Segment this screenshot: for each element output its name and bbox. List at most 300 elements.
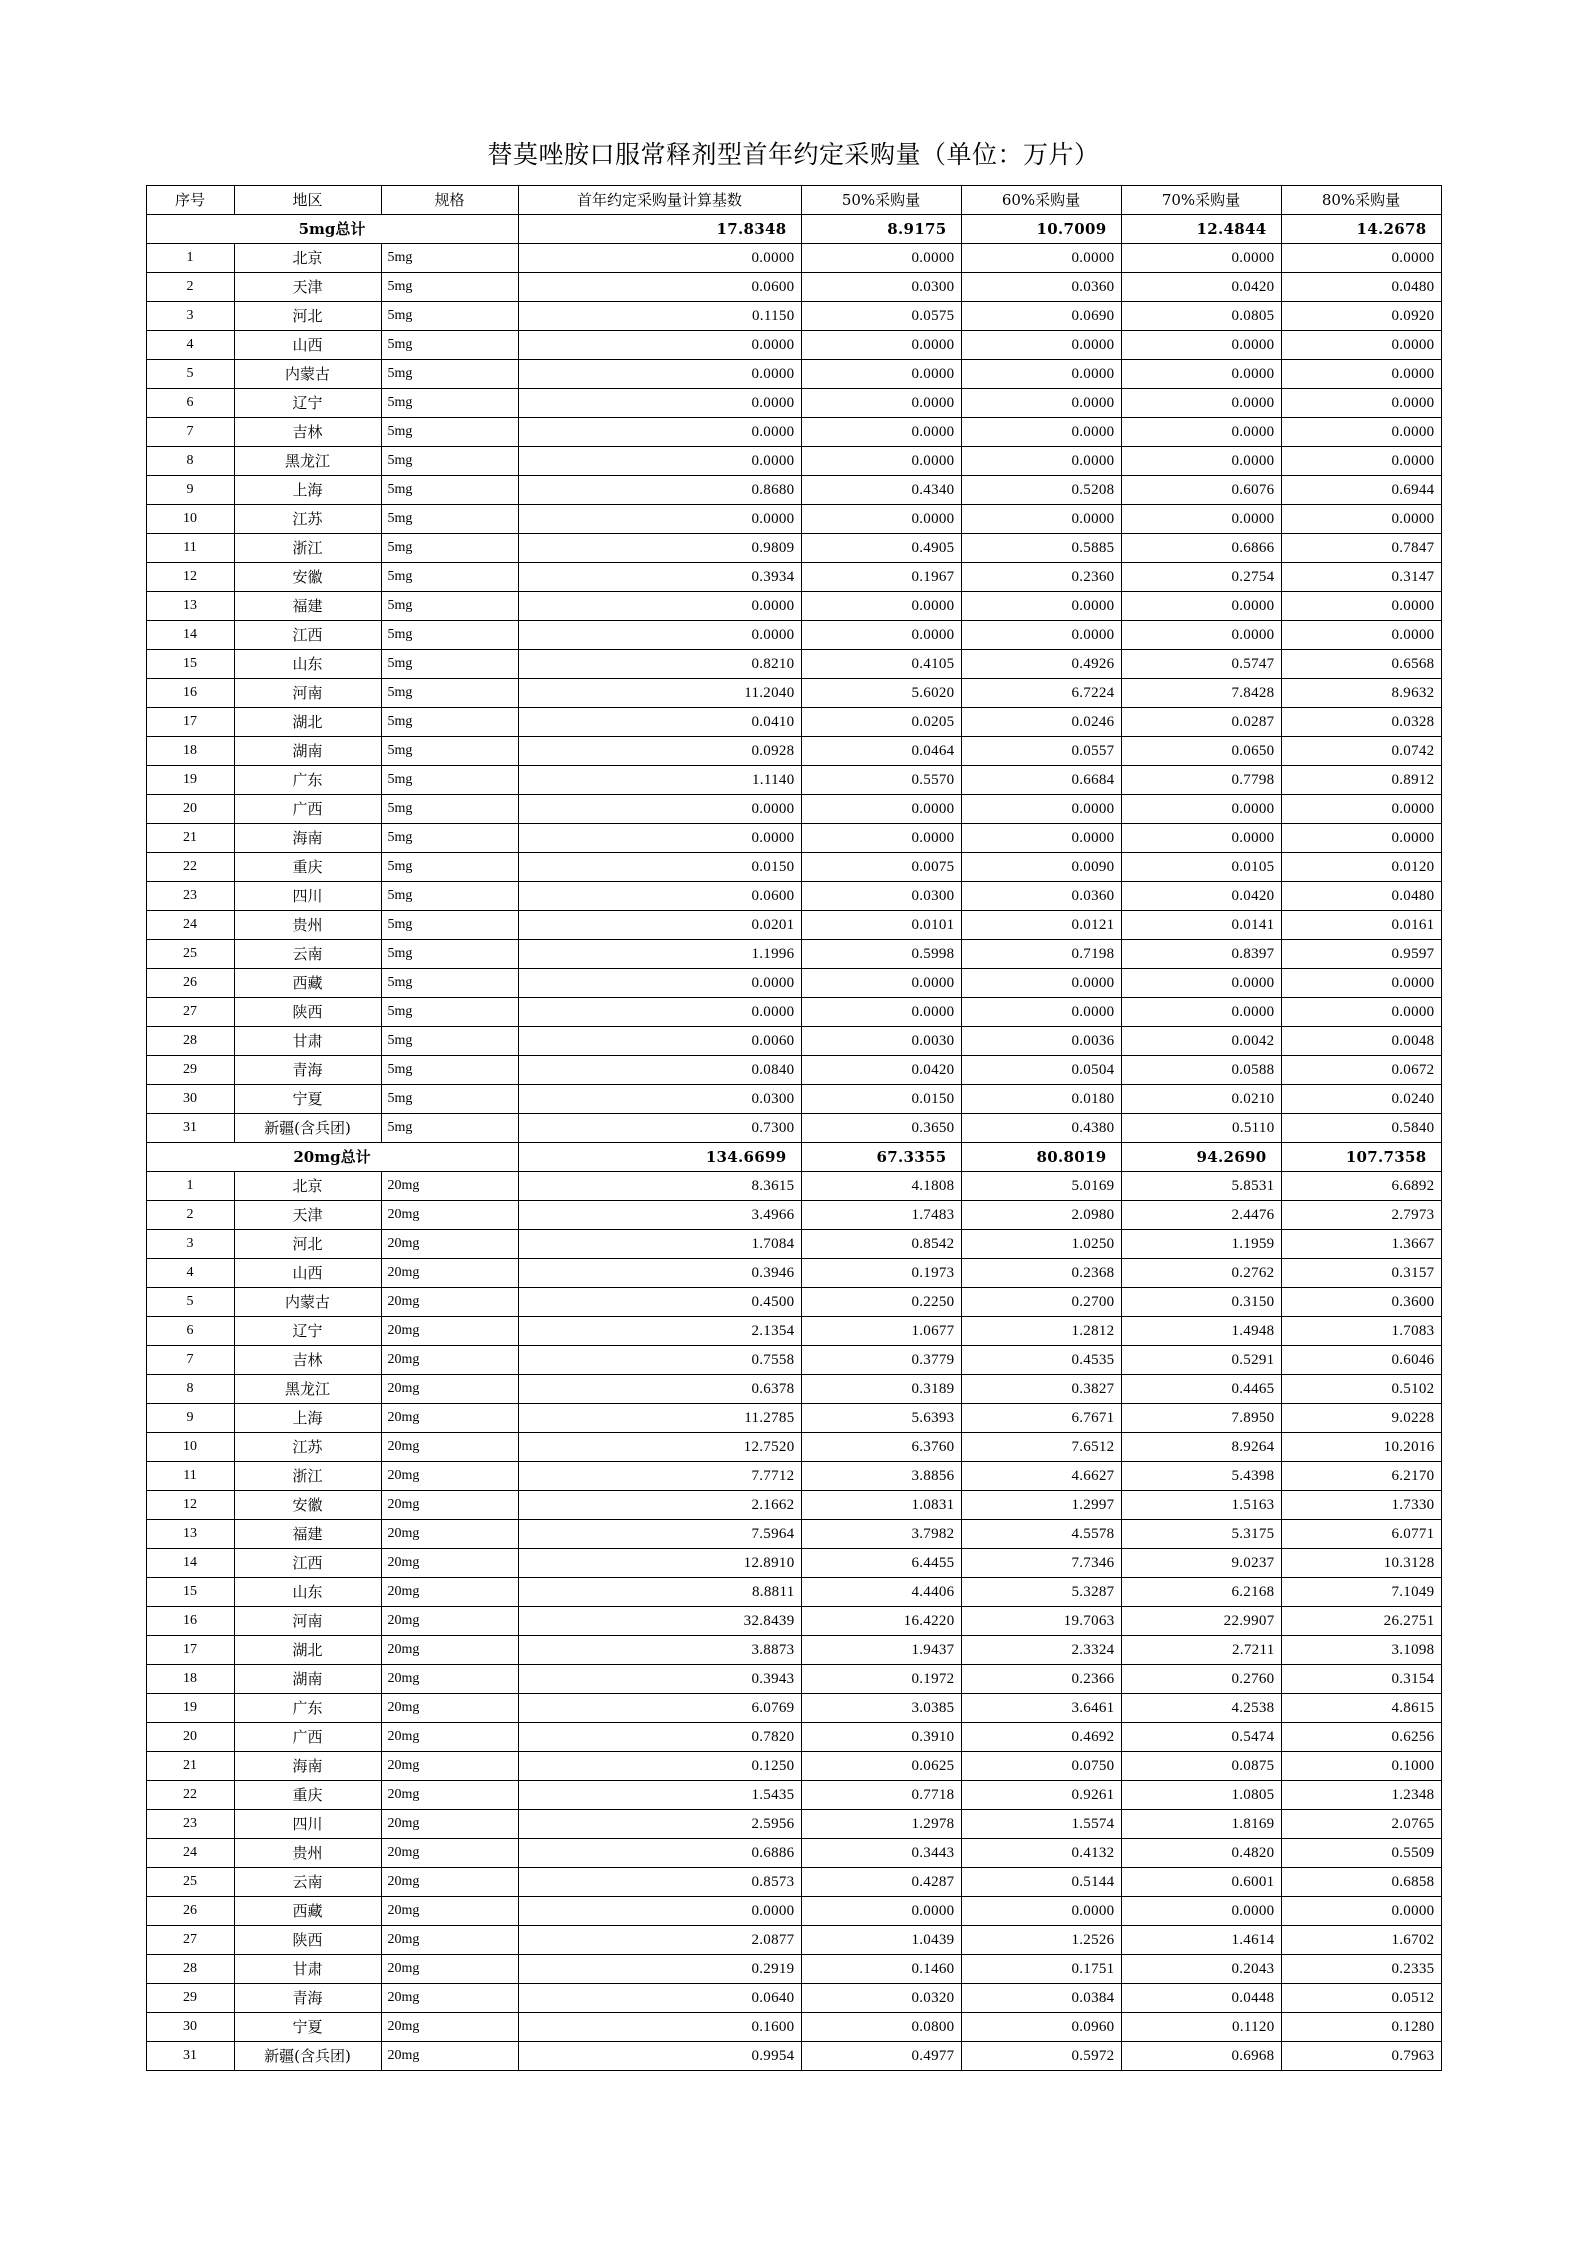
row-region: 山西 [234,1259,381,1288]
row-spec: 20mg [381,1433,518,1462]
row-p70: 1.4948 [1121,1317,1281,1346]
row-index: 7 [146,418,234,447]
subtotal-value: 134.6699 [518,1143,801,1172]
row-spec: 20mg [381,1636,518,1665]
row-index: 5 [146,360,234,389]
row-p80: 0.5102 [1281,1375,1441,1404]
row-index: 20 [146,795,234,824]
row-p60: 5.0169 [961,1172,1121,1201]
row-p50: 0.5998 [801,940,961,969]
table-header [146,186,1441,215]
table-row [146,418,1441,447]
row-base: 0.7820 [518,1723,801,1752]
row-p80: 0.6944 [1281,476,1441,505]
row-p70: 0.0000 [1121,1897,1281,1926]
row-index: 19 [146,1694,234,1723]
row-p50: 0.4287 [801,1868,961,1897]
row-base: 11.2785 [518,1404,801,1433]
row-p50: 0.0000 [801,998,961,1027]
row-spec: 20mg [381,1201,518,1230]
row-p80: 0.0000 [1281,505,1441,534]
row-p60: 0.0750 [961,1752,1121,1781]
row-p70: 0.0000 [1121,331,1281,360]
row-base: 0.0600 [518,882,801,911]
row-p60: 0.0960 [961,2013,1121,2042]
row-p80: 10.2016 [1281,1433,1441,1462]
table-row [146,1578,1441,1607]
table-row [146,563,1441,592]
table-row [146,1317,1441,1346]
row-index: 29 [146,1984,234,2013]
row-p60: 0.2700 [961,1288,1121,1317]
row-spec: 5mg [381,592,518,621]
header-row [146,186,1441,215]
table-row [146,505,1441,534]
row-base: 1.5435 [518,1781,801,1810]
row-spec: 20mg [381,1346,518,1375]
row-p50: 0.3189 [801,1375,961,1404]
row-spec: 5mg [381,1114,518,1143]
row-spec: 5mg [381,621,518,650]
row-base: 32.8439 [518,1607,801,1636]
row-index: 4 [146,1259,234,1288]
row-base: 0.0640 [518,1984,801,2013]
row-spec: 20mg [381,2013,518,2042]
row-p50: 0.8542 [801,1230,961,1259]
row-index: 21 [146,1752,234,1781]
row-spec: 20mg [381,1375,518,1404]
table-row [146,1984,1441,2013]
row-spec: 5mg [381,476,518,505]
row-p80: 0.0000 [1281,389,1441,418]
row-p50: 0.3910 [801,1723,961,1752]
row-base: 1.1996 [518,940,801,969]
table-row [146,1897,1441,1926]
row-region: 安徽 [234,563,381,592]
row-spec: 20mg [381,1926,518,1955]
row-p70: 1.4614 [1121,1926,1281,1955]
row-p80: 0.0000 [1281,447,1441,476]
row-p70: 0.0000 [1121,621,1281,650]
row-p80: 0.0512 [1281,1984,1441,2013]
row-p70: 0.0420 [1121,273,1281,302]
row-p50: 0.0101 [801,911,961,940]
row-p80: 0.0480 [1281,882,1441,911]
row-base: 0.0000 [518,795,801,824]
row-base: 0.0300 [518,1085,801,1114]
row-spec: 5mg [381,447,518,476]
row-base: 0.6378 [518,1375,801,1404]
row-p50: 0.0000 [801,824,961,853]
row-p50: 0.3443 [801,1839,961,1868]
row-p80: 0.0000 [1281,621,1441,650]
row-p60: 19.7063 [961,1607,1121,1636]
row-index: 8 [146,447,234,476]
subtotal-value: 8.9175 [801,215,961,244]
row-p50: 0.4977 [801,2042,961,2071]
row-p60: 0.0000 [961,389,1121,418]
row-p60: 1.2526 [961,1926,1121,1955]
table-row [146,331,1441,360]
row-p80: 0.7847 [1281,534,1441,563]
row-p80: 0.0000 [1281,331,1441,360]
row-p60: 0.5208 [961,476,1121,505]
row-spec: 20mg [381,1752,518,1781]
row-region: 北京 [234,244,381,273]
table-row [146,2013,1441,2042]
row-base: 0.0000 [518,244,801,273]
row-p70: 8.9264 [1121,1433,1281,1462]
row-p80: 0.1000 [1281,1752,1441,1781]
row-p70: 0.0875 [1121,1752,1281,1781]
row-index: 14 [146,621,234,650]
row-spec: 20mg [381,1839,518,1868]
row-base: 0.0600 [518,273,801,302]
row-base: 0.0928 [518,737,801,766]
row-p50: 0.0300 [801,273,961,302]
table-row [146,1259,1441,1288]
row-base: 7.5964 [518,1520,801,1549]
row-region: 辽宁 [234,1317,381,1346]
row-p50: 0.1967 [801,563,961,592]
row-p70: 0.5110 [1121,1114,1281,1143]
row-p50: 0.4905 [801,534,961,563]
row-p50: 0.0150 [801,1085,961,1114]
table-row [146,737,1441,766]
row-base: 0.0201 [518,911,801,940]
row-region: 江苏 [234,1433,381,1462]
table-row [146,1462,1441,1491]
row-spec: 20mg [381,2042,518,2071]
row-index: 20 [146,1723,234,1752]
column-header-p60: 60%采购量 [961,186,1121,215]
row-p70: 22.9907 [1121,1607,1281,1636]
row-index: 30 [146,1085,234,1114]
row-p60: 0.3827 [961,1375,1121,1404]
subtotal-value: 94.2690 [1121,1143,1281,1172]
row-p60: 0.2368 [961,1259,1121,1288]
row-index: 15 [146,1578,234,1607]
row-index: 19 [146,766,234,795]
row-region: 天津 [234,1201,381,1230]
table-row [146,1752,1441,1781]
row-p60: 0.0000 [961,244,1121,273]
row-p50: 0.0320 [801,1984,961,2013]
row-index: 1 [146,244,234,273]
row-p70: 0.0000 [1121,244,1281,273]
table-row [146,476,1441,505]
row-p50: 0.1972 [801,1665,961,1694]
row-spec: 5mg [381,244,518,273]
row-p80: 0.0000 [1281,795,1441,824]
row-p80: 0.0000 [1281,969,1441,998]
row-p50: 0.0000 [801,1897,961,1926]
row-spec: 5mg [381,795,518,824]
subtotal-row [146,1143,1441,1172]
subtotal-value: 67.3355 [801,1143,961,1172]
subtotal-value: 10.7009 [961,215,1121,244]
row-base: 0.0000 [518,1897,801,1926]
row-spec: 5mg [381,824,518,853]
row-region: 吉林 [234,1346,381,1375]
row-p60: 0.2366 [961,1665,1121,1694]
table-row [146,1288,1441,1317]
row-p80: 6.2170 [1281,1462,1441,1491]
table-row [146,302,1441,331]
row-p70: 0.0000 [1121,998,1281,1027]
column-header-p80: 80%采购量 [1281,186,1441,215]
row-index: 16 [146,1607,234,1636]
row-p80: 0.0000 [1281,244,1441,273]
row-p60: 0.0000 [961,621,1121,650]
row-p80: 0.9597 [1281,940,1441,969]
row-spec: 20mg [381,1172,518,1201]
row-region: 陕西 [234,1926,381,1955]
row-p50: 0.1460 [801,1955,961,1984]
row-index: 2 [146,1201,234,1230]
row-p80: 0.0000 [1281,592,1441,621]
row-index: 28 [146,1027,234,1056]
row-spec: 5mg [381,853,518,882]
row-region: 广西 [234,795,381,824]
row-region: 黑龙江 [234,447,381,476]
row-region: 黑龙江 [234,1375,381,1404]
row-index: 13 [146,1520,234,1549]
row-index: 3 [146,302,234,331]
row-p60: 5.3287 [961,1578,1121,1607]
row-region: 河南 [234,679,381,708]
row-region: 河北 [234,1230,381,1259]
row-p60: 0.0090 [961,853,1121,882]
row-spec: 20mg [381,1665,518,1694]
table-body [146,215,1441,2071]
row-p70: 0.2762 [1121,1259,1281,1288]
row-spec: 20mg [381,1230,518,1259]
row-spec: 5mg [381,737,518,766]
row-p60: 0.0000 [961,998,1121,1027]
row-index: 18 [146,1665,234,1694]
row-region: 湖南 [234,1665,381,1694]
row-p60: 3.6461 [961,1694,1121,1723]
subtotal-value: 80.8019 [961,1143,1121,1172]
table-row [146,244,1441,273]
table-row [146,360,1441,389]
row-p80: 0.0120 [1281,853,1441,882]
row-region: 云南 [234,940,381,969]
table-row [146,1491,1441,1520]
row-p80: 0.3147 [1281,563,1441,592]
row-p80: 2.7973 [1281,1201,1441,1230]
row-index: 12 [146,563,234,592]
row-base: 0.0000 [518,969,801,998]
row-index: 5 [146,1288,234,1317]
row-p50: 0.0000 [801,389,961,418]
row-spec: 20mg [381,1520,518,1549]
row-p80: 0.0742 [1281,737,1441,766]
row-region: 四川 [234,882,381,911]
row-p60: 0.4380 [961,1114,1121,1143]
row-base: 0.1600 [518,2013,801,2042]
row-base: 0.0060 [518,1027,801,1056]
row-p50: 3.7982 [801,1520,961,1549]
table-row [146,998,1441,1027]
row-p60: 0.0246 [961,708,1121,737]
row-base: 0.0000 [518,447,801,476]
row-p80: 1.7330 [1281,1491,1441,1520]
row-index: 2 [146,273,234,302]
table-row [146,1636,1441,1665]
table-row [146,766,1441,795]
row-p70: 0.0650 [1121,737,1281,766]
row-p70: 9.0237 [1121,1549,1281,1578]
subtotal-value: 12.4844 [1121,215,1281,244]
row-index: 16 [146,679,234,708]
row-p70: 0.0420 [1121,882,1281,911]
row-base: 0.9809 [518,534,801,563]
row-spec: 20mg [381,1607,518,1636]
table-row [146,1404,1441,1433]
row-p60: 1.5574 [961,1810,1121,1839]
table-row [146,1694,1441,1723]
row-p70: 0.4465 [1121,1375,1281,1404]
row-index: 12 [146,1491,234,1520]
row-base: 12.7520 [518,1433,801,1462]
row-p80: 3.1098 [1281,1636,1441,1665]
row-spec: 5mg [381,940,518,969]
row-region: 山东 [234,650,381,679]
row-region: 西藏 [234,969,381,998]
row-p60: 0.0000 [961,360,1121,389]
row-base: 7.7712 [518,1462,801,1491]
row-spec: 5mg [381,969,518,998]
row-index: 6 [146,389,234,418]
row-region: 浙江 [234,534,381,563]
row-p80: 0.0000 [1281,998,1441,1027]
row-p70: 0.7798 [1121,766,1281,795]
row-base: 0.1150 [518,302,801,331]
row-p80: 0.1280 [1281,2013,1441,2042]
row-p50: 1.2978 [801,1810,961,1839]
row-spec: 20mg [381,1549,518,1578]
row-p60: 7.6512 [961,1433,1121,1462]
row-p80: 4.8615 [1281,1694,1441,1723]
row-spec: 20mg [381,1810,518,1839]
row-p60: 0.0557 [961,737,1121,766]
row-p80: 0.7963 [1281,2042,1441,2071]
row-p50: 5.6393 [801,1404,961,1433]
row-region: 江苏 [234,505,381,534]
row-spec: 20mg [381,1984,518,2013]
row-p60: 0.4926 [961,650,1121,679]
row-p70: 5.3175 [1121,1520,1281,1549]
row-spec: 5mg [381,505,518,534]
row-region: 福建 [234,592,381,621]
row-spec: 20mg [381,1288,518,1317]
row-base: 0.3934 [518,563,801,592]
row-p70: 2.4476 [1121,1201,1281,1230]
row-p60: 0.0180 [961,1085,1121,1114]
row-region: 海南 [234,1752,381,1781]
row-region: 山西 [234,331,381,360]
row-p70: 1.5163 [1121,1491,1281,1520]
row-region: 甘肃 [234,1027,381,1056]
row-p50: 0.0575 [801,302,961,331]
row-base: 12.8910 [518,1549,801,1578]
row-p80: 10.3128 [1281,1549,1441,1578]
row-p80: 0.3157 [1281,1259,1441,1288]
row-p70: 0.5474 [1121,1723,1281,1752]
column-header-region: 地区 [234,186,381,215]
table-row [146,1520,1441,1549]
row-spec: 20mg [381,1897,518,1926]
row-p50: 0.1973 [801,1259,961,1288]
row-region: 内蒙古 [234,360,381,389]
row-p70: 0.5291 [1121,1346,1281,1375]
row-p60: 0.0036 [961,1027,1121,1056]
row-region: 云南 [234,1868,381,1897]
table-row [146,969,1441,998]
row-spec: 20mg [381,1955,518,1984]
row-p70: 6.2168 [1121,1578,1281,1607]
row-p80: 2.0765 [1281,1810,1441,1839]
row-p80: 1.6702 [1281,1926,1441,1955]
row-p50: 0.0300 [801,882,961,911]
row-p80: 0.0480 [1281,273,1441,302]
row-p70: 7.8428 [1121,679,1281,708]
row-region: 福建 [234,1520,381,1549]
row-spec: 20mg [381,1868,518,1897]
row-p50: 0.0000 [801,447,961,476]
row-spec: 20mg [381,1404,518,1433]
table-row [146,824,1441,853]
row-p50: 4.4406 [801,1578,961,1607]
subtotal-row [146,215,1441,244]
row-p70: 0.2043 [1121,1955,1281,1984]
row-index: 9 [146,476,234,505]
row-p80: 0.6256 [1281,1723,1441,1752]
row-spec: 5mg [381,389,518,418]
row-p60: 4.6627 [961,1462,1121,1491]
row-base: 0.9954 [518,2042,801,2071]
row-region: 上海 [234,476,381,505]
row-p70: 0.0210 [1121,1085,1281,1114]
row-p70: 0.2760 [1121,1665,1281,1694]
row-p60: 0.2360 [961,563,1121,592]
subtotal-value: 14.2678 [1281,215,1441,244]
row-base: 0.0000 [518,592,801,621]
row-base: 3.4966 [518,1201,801,1230]
row-index: 6 [146,1317,234,1346]
row-index: 18 [146,737,234,766]
row-index: 26 [146,1897,234,1926]
row-p70: 0.6076 [1121,476,1281,505]
column-header-spec: 规格 [381,186,518,215]
row-index: 7 [146,1346,234,1375]
row-region: 河南 [234,1607,381,1636]
row-p50: 0.4105 [801,650,961,679]
row-index: 10 [146,505,234,534]
row-index: 27 [146,1926,234,1955]
row-p70: 0.6001 [1121,1868,1281,1897]
row-p80: 1.3667 [1281,1230,1441,1259]
row-region: 青海 [234,1056,381,1085]
table-row [146,1056,1441,1085]
row-region: 贵州 [234,1839,381,1868]
row-spec: 20mg [381,1259,518,1288]
row-p60: 0.5144 [961,1868,1121,1897]
row-base: 0.0410 [518,708,801,737]
row-p70: 0.0000 [1121,418,1281,447]
